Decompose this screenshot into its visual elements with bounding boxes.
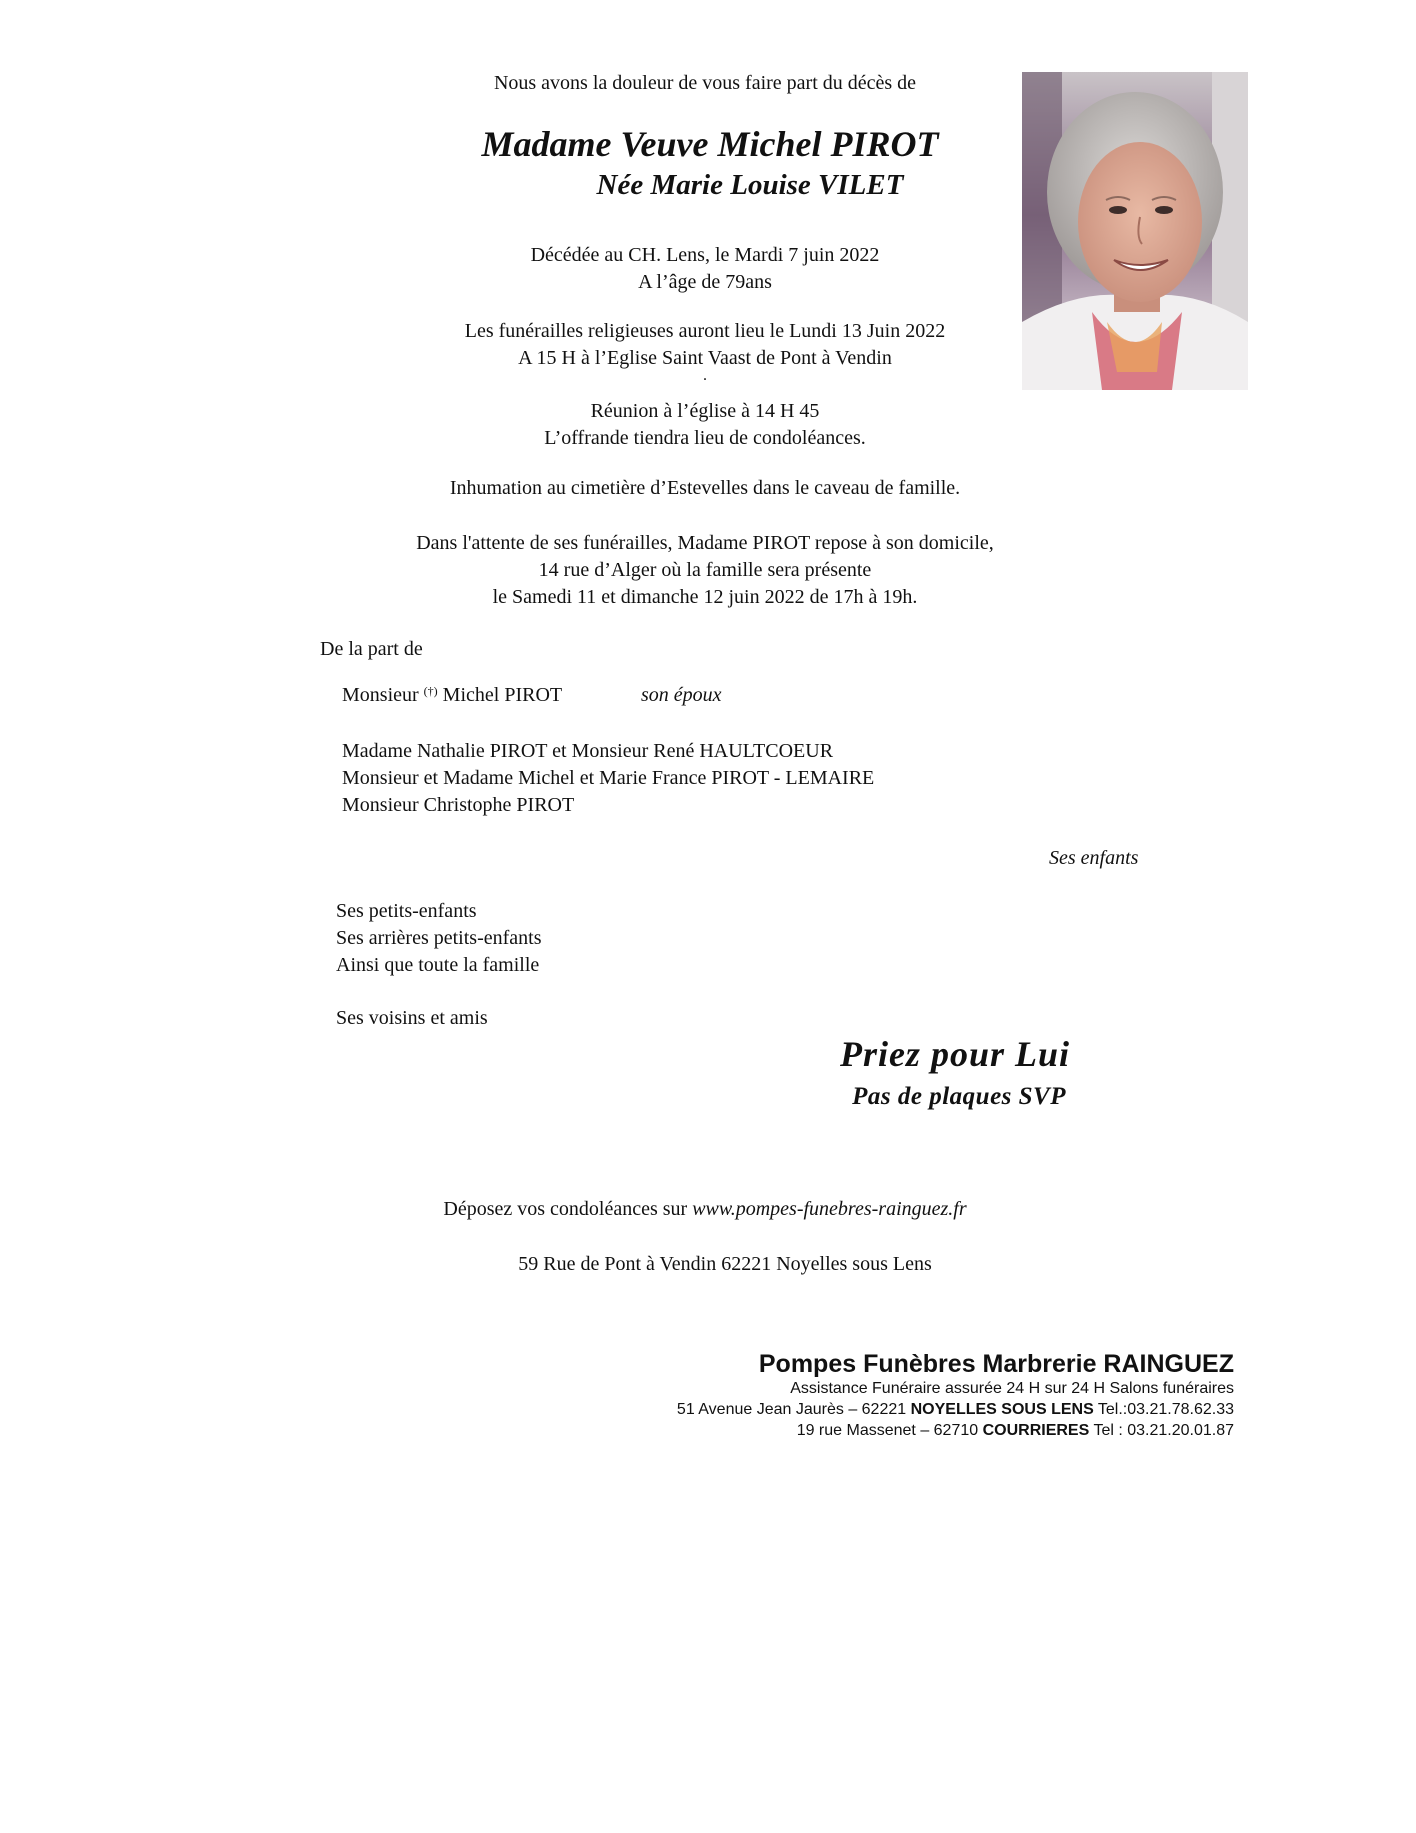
condolences-link[interactable]: www.pompes-funebres-rainguez.fr xyxy=(692,1198,967,1220)
death-line: Décédée au CH. Lens, le Mardi 7 juin 2022 xyxy=(530,244,880,266)
condolences-line xyxy=(330,1196,1080,1223)
family-entry: Ses petits-enfants xyxy=(336,900,477,922)
intro-text: Nous avons la douleur de vous faire part du décès de xyxy=(493,72,917,94)
child-entry: Monsieur et Madame Michel et Marie France PIROT - LEMAIRE xyxy=(342,767,875,789)
offering-line: L’offrande tiendra lieu de condoléances. xyxy=(544,427,866,449)
age-line: A l’âge de 79ans xyxy=(638,271,772,293)
rest-line-2: 14 rue d’Alger où la famille sera présente xyxy=(538,559,872,581)
address-1-street: 51 Avenue Jean Jaurès – 62221 xyxy=(676,1401,911,1418)
funeral-home-name: Pompes Funèbres Marbrerie RAINGUEZ xyxy=(758,1350,1234,1378)
funeral-home-address-2 xyxy=(500,1421,1234,1441)
burial-line: Inhumation au cimetière d’Estevelles dans le caveau de famille. xyxy=(449,477,961,499)
deceased-name: Madame Veuve Michel PIROT xyxy=(481,124,939,164)
spouse-relation: son époux xyxy=(641,684,722,706)
funeral-home-tagline: Assistance Funéraire assurée 24 H sur 24 H Salons funéraires xyxy=(790,1380,1234,1397)
children-label: Ses enfants xyxy=(1049,847,1139,869)
condolences-prefix: Déposez vos condoléances sur xyxy=(443,1198,688,1220)
neighbors-entry: Ses voisins et amis xyxy=(336,1007,488,1029)
address-1-city: NOYELLES SOUS LENS xyxy=(910,1401,1094,1418)
spouse-title: Monsieur xyxy=(342,684,419,706)
from-label: De la part de xyxy=(320,638,423,660)
rest-line-1: Dans l'attente de ses funérailles, Madame PIROT repose à son domicile, xyxy=(416,532,994,554)
spouse-row xyxy=(342,682,562,709)
funeral-place-line: A 15 H à l’Eglise Saint Vaast de Pont à Vendin xyxy=(518,347,892,369)
family-entry: Ainsi que toute la famille xyxy=(336,954,540,976)
meeting-line: Réunion à l’église à 14 H 45 xyxy=(590,400,820,422)
birth-name: Née Marie Louise VILET xyxy=(596,169,904,201)
family-entry: Ses arrières petits-enfants xyxy=(336,927,542,949)
spouse-name: Michel PIROT xyxy=(442,684,563,706)
pray-line: Priez pour Lui xyxy=(839,1034,1070,1074)
child-entry: Madame Nathalie PIROT et Monsieur René HAULTCOEUR xyxy=(342,740,834,762)
address-1-phone: Tel.:03.21.78.62.33 xyxy=(1093,1401,1234,1418)
no-plaques-line: Pas de plaques SVP xyxy=(852,1083,1066,1110)
dot-separator: . xyxy=(703,367,707,384)
funeral-home-address-1 xyxy=(500,1400,1234,1420)
rest-line-3: le Samedi 11 et dimanche 12 juin 2022 de 17h à 19h. xyxy=(492,586,918,608)
address-2-phone: Tel : 03.21.20.01.87 xyxy=(1089,1422,1234,1439)
address-2-city: COURRIERES xyxy=(982,1422,1090,1439)
child-entry: Monsieur Christophe PIROT xyxy=(342,794,575,816)
funeral-date-line: Les funérailles religieuses auront lieu le Lundi 13 Juin 2022 xyxy=(464,320,946,342)
deceased-mark: (†) xyxy=(423,684,438,698)
address-2-street: 19 rue Massenet – 62710 xyxy=(796,1422,983,1439)
address-line: 59 Rue de Pont à Vendin 62221 Noyelles sous Lens xyxy=(518,1253,932,1275)
